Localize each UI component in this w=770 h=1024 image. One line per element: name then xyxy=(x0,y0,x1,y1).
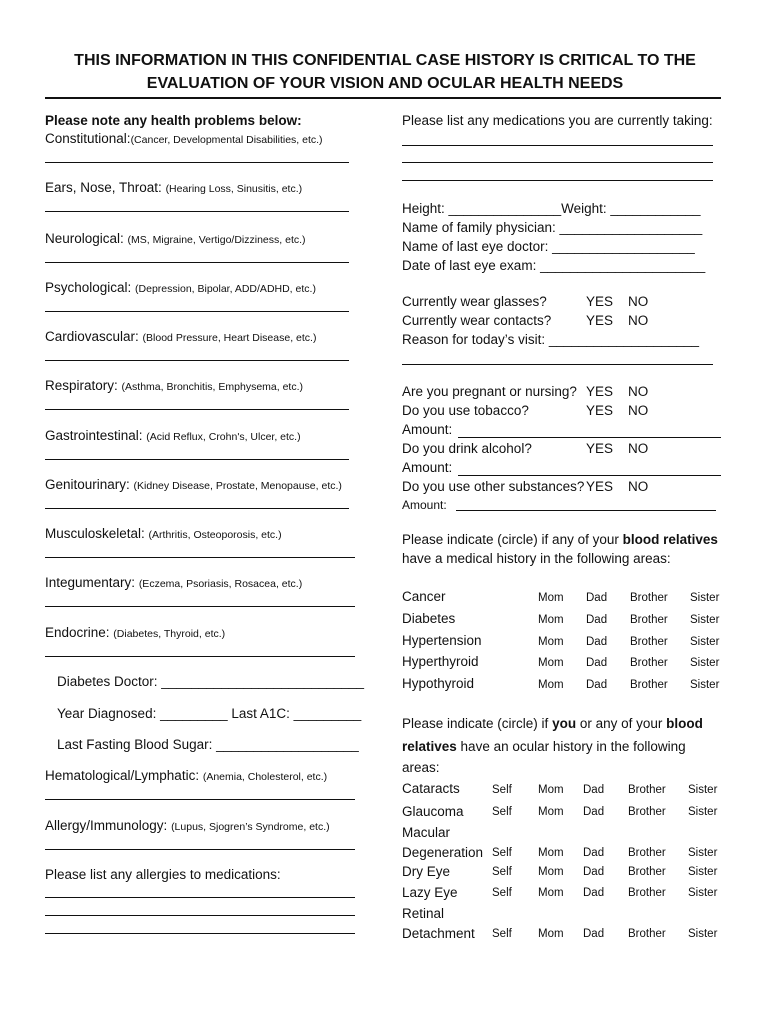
yes-option[interactable]: YES xyxy=(586,294,614,309)
blood-relatives-intro-2: have a medical history in the following areas: xyxy=(402,551,671,566)
blood-relatives-intro-1 xyxy=(402,532,718,548)
header-divider xyxy=(45,97,721,99)
system-label-3 xyxy=(45,280,316,297)
relative-option-mom[interactable]: Mom xyxy=(538,679,564,691)
ocular-option-dad[interactable]: Dad xyxy=(583,806,605,818)
form-title-line-2: EVALUATION OF YOUR VISION AND OCULAR HEALTH NEEDS xyxy=(146,75,624,92)
ocular-option-self[interactable]: Self xyxy=(492,784,512,796)
height-weight-field[interactable]: Height: _______________Weight: ____________ xyxy=(402,201,701,216)
ocular-intro-you: you xyxy=(552,716,577,731)
no-option[interactable]: NO xyxy=(628,479,649,494)
hematological-answer-line[interactable] xyxy=(45,799,355,800)
ocular-option-self[interactable]: Self xyxy=(492,847,512,859)
ocular-condition: Cataracts xyxy=(402,781,460,796)
relative-option-brother[interactable]: Brother xyxy=(630,657,668,669)
year-diagnosed-a1c-field[interactable]: Year Diagnosed: _________ Last A1C: _________ xyxy=(57,706,362,721)
diabetes-doctor-field[interactable]: Diabetes Doctor: ___________________________ xyxy=(57,674,365,689)
relative-option-brother[interactable]: Brother xyxy=(630,679,668,691)
ocular-option-self[interactable]: Self xyxy=(492,806,512,818)
system-hint: (Depression, Bipolar, ADD/ADHD, etc.) xyxy=(135,283,316,295)
system-answer-line[interactable] xyxy=(45,360,349,361)
last-eye-exam-field[interactable]: Date of last eye exam: ______________________ xyxy=(402,258,706,273)
system-answer-line[interactable] xyxy=(45,656,355,657)
system-label-7 xyxy=(45,477,342,494)
medications-line-1[interactable] xyxy=(402,145,713,146)
ocular-intro-1 xyxy=(402,716,703,732)
blood-intro-bold: blood relatives xyxy=(622,532,718,547)
system-label-1 xyxy=(45,180,302,197)
system-label-8 xyxy=(45,526,282,543)
ocular-option-brother[interactable]: Brother xyxy=(628,887,666,899)
relative-option-brother[interactable]: Brother xyxy=(630,592,668,604)
ocular-option-brother[interactable]: Brother xyxy=(628,866,666,878)
ocular-option-sister[interactable]: Sister xyxy=(688,806,718,818)
no-option[interactable]: NO xyxy=(628,294,649,309)
medical-condition: Hypothyroid xyxy=(402,676,475,691)
medical-condition: Cancer xyxy=(402,589,446,604)
ocular-condition: Dry Eye xyxy=(402,864,451,879)
allergy-label xyxy=(45,818,330,835)
ocular-option-brother[interactable]: Brother xyxy=(628,784,666,796)
relative-option-brother[interactable]: Brother xyxy=(630,636,668,648)
relative-option-sister[interactable]: Sister xyxy=(690,592,720,604)
system-hint: (Cancer, Developmental Disabilities, etc.) xyxy=(130,134,323,146)
relative-option-mom[interactable]: Mom xyxy=(538,614,564,626)
ocular-intro-2 xyxy=(402,739,686,755)
system-hint: (Blood Pressure, Heart Disease, etc.) xyxy=(142,332,317,344)
medical-condition: Diabetes xyxy=(402,611,456,626)
relative-option-dad[interactable]: Dad xyxy=(586,592,608,604)
ocular-option-mom[interactable]: Mom xyxy=(538,806,564,818)
system-answer-line[interactable] xyxy=(45,162,349,163)
medical-condition: Hypertension xyxy=(402,633,482,648)
family-physician-field[interactable]: Name of family physician: ___________________ xyxy=(402,220,703,235)
ocular-condition: Macular xyxy=(402,825,451,840)
system-label-6 xyxy=(45,428,301,445)
ocular-option-dad[interactable]: Dad xyxy=(583,847,605,859)
ocular-option-sister[interactable]: Sister xyxy=(688,928,718,940)
habit-question: Do you use tobacco? xyxy=(402,403,529,418)
allergy-answer-line[interactable] xyxy=(45,849,355,850)
medication-allergies-line-2[interactable] xyxy=(45,915,355,916)
system-answer-line[interactable] xyxy=(45,606,355,607)
relative-option-mom[interactable]: Mom xyxy=(538,636,564,648)
yes-option[interactable]: YES xyxy=(586,403,614,418)
relative-option-sister[interactable]: Sister xyxy=(690,679,720,691)
ocular-option-self[interactable]: Self xyxy=(492,928,512,940)
ocular-option-dad[interactable]: Dad xyxy=(583,784,605,796)
allergy-hint: (Lupus, Sjogren’s Syndrome, etc.) xyxy=(171,821,330,833)
reason-visit-line-2[interactable] xyxy=(402,364,713,365)
system-hint: (Kidney Disease, Prostate, Menopause, etc.) xyxy=(133,480,342,492)
system-name: Gastrointestinal: xyxy=(45,428,147,443)
ocular-intro-3: areas: xyxy=(402,760,440,775)
system-answer-line[interactable] xyxy=(45,311,349,312)
system-label-10 xyxy=(45,625,225,642)
yes-option[interactable]: YES xyxy=(586,441,614,456)
no-option[interactable]: NO xyxy=(628,441,649,456)
ocular-option-sister[interactable]: Sister xyxy=(688,847,718,859)
ocular-option-mom[interactable]: Mom xyxy=(538,928,564,940)
ocular-intro-relatives: relatives xyxy=(402,739,457,754)
medical-condition: Hyperthyroid xyxy=(402,654,479,669)
ocular-option-mom[interactable]: Mom xyxy=(538,784,564,796)
system-label-0 xyxy=(45,131,323,148)
system-label-4 xyxy=(45,329,316,346)
system-hint: (Asthma, Bronchitis, Emphysema, etc.) xyxy=(121,381,304,393)
relative-option-brother[interactable]: Brother xyxy=(630,614,668,626)
amount-label: Amount: xyxy=(402,422,453,437)
system-name: Musculoskeletal: xyxy=(45,526,149,541)
medication-allergies-line-3[interactable] xyxy=(45,933,355,934)
no-option[interactable]: NO xyxy=(628,384,649,399)
hematological-hint: (Anemia, Cholesterol, etc.) xyxy=(202,771,328,783)
ocular-option-brother[interactable]: Brother xyxy=(628,806,666,818)
system-label-2 xyxy=(45,231,306,248)
yes-option[interactable]: YES xyxy=(586,479,614,494)
ocular-option-sister[interactable]: Sister xyxy=(688,887,718,899)
hematological-name: Hematological/Lymphatic: xyxy=(45,768,203,783)
fasting-blood-sugar-field[interactable]: Last Fasting Blood Sugar: ___________________ xyxy=(57,737,359,752)
amount-label: Amount: xyxy=(402,460,453,475)
blood-intro-text: Please indicate (circle) if any of your xyxy=(402,532,623,547)
relative-option-mom[interactable]: Mom xyxy=(538,592,564,604)
system-hint: (Eczema, Psoriasis, Rosacea, etc.) xyxy=(138,578,303,590)
hematological-label xyxy=(45,768,327,785)
system-name: Cardiovascular: xyxy=(45,329,143,344)
ocular-condition-cont: Degeneration xyxy=(402,845,484,860)
medications-line-2[interactable] xyxy=(402,162,713,163)
system-name: Integumentary: xyxy=(45,575,139,590)
ocular-option-sister[interactable]: Sister xyxy=(688,866,718,878)
last-eye-doctor-field[interactable]: Name of last eye doctor: ___________________ xyxy=(402,239,695,254)
system-name: Endocrine: xyxy=(45,625,114,640)
system-label-5 xyxy=(45,378,303,395)
system-name: Respiratory: xyxy=(45,378,122,393)
ocular-intro-blood: blood xyxy=(666,716,703,731)
ocular-condition: Retinal xyxy=(402,906,445,921)
system-hint: (Diabetes, Thyroid, etc.) xyxy=(113,628,226,640)
system-name: Psychological: xyxy=(45,280,136,295)
ocular-option-dad[interactable]: Dad xyxy=(583,928,605,940)
ocular-intro-text-2b: have an ocular history in the following xyxy=(456,739,686,754)
amount-line[interactable] xyxy=(456,510,716,511)
ocular-option-dad[interactable]: Dad xyxy=(583,866,605,878)
no-option[interactable]: NO xyxy=(628,403,649,418)
medications-line-3[interactable] xyxy=(402,180,713,181)
relative-option-sister[interactable]: Sister xyxy=(690,614,720,626)
ocular-option-sister[interactable]: Sister xyxy=(688,784,718,796)
amount-label: Amount: xyxy=(402,498,447,512)
amount-line[interactable] xyxy=(458,437,721,438)
amount-line[interactable] xyxy=(458,475,721,476)
ocular-option-self[interactable]: Self xyxy=(492,866,512,878)
system-name: Ears, Nose, Throat: xyxy=(45,180,166,195)
system-name: Constitutional: xyxy=(45,131,131,146)
form-title-line-1: THIS INFORMATION IN THIS CONFIDENTIAL CASE HISTORY IS CRITICAL TO THE xyxy=(74,52,696,69)
relative-option-dad[interactable]: Dad xyxy=(586,614,608,626)
relative-option-sister[interactable]: Sister xyxy=(690,657,720,669)
medications-label: Please list any medications you are currently taking: xyxy=(402,113,713,128)
yn-question: Currently wear contacts? xyxy=(402,313,552,328)
system-answer-line[interactable] xyxy=(45,211,349,212)
relative-option-mom[interactable]: Mom xyxy=(538,657,564,669)
system-hint: (MS, Migraine, Vertigo/Dizziness, etc.) xyxy=(127,234,306,246)
allergy-name: Allergy/Immunology: xyxy=(45,818,172,833)
ocular-option-brother[interactable]: Brother xyxy=(628,847,666,859)
medication-allergies-label: Please list any allergies to medications: xyxy=(45,867,281,882)
system-hint: (Arthritis, Osteoporosis, etc.) xyxy=(148,529,282,541)
system-answer-line[interactable] xyxy=(45,409,349,410)
relative-option-dad[interactable]: Dad xyxy=(586,657,608,669)
ocular-option-self[interactable]: Self xyxy=(492,887,512,899)
no-option[interactable]: NO xyxy=(628,313,649,328)
ocular-condition: Glaucoma xyxy=(402,804,464,819)
system-name: Genitourinary: xyxy=(45,477,134,492)
ocular-option-mom[interactable]: Mom xyxy=(538,847,564,859)
reason-visit-field[interactable]: Reason for today’s visit: ____________________ xyxy=(402,332,699,347)
system-answer-line[interactable] xyxy=(45,508,349,509)
relative-option-dad[interactable]: Dad xyxy=(586,679,608,691)
ocular-option-mom[interactable]: Mom xyxy=(538,887,564,899)
relative-option-dad[interactable]: Dad xyxy=(586,636,608,648)
yn-question: Currently wear glasses? xyxy=(402,294,547,309)
system-answer-line[interactable] xyxy=(45,262,349,263)
system-name: Neurological: xyxy=(45,231,128,246)
ocular-option-brother[interactable]: Brother xyxy=(628,928,666,940)
ocular-option-dad[interactable]: Dad xyxy=(583,887,605,899)
system-hint: (Hearing Loss, Sinusitis, etc.) xyxy=(165,183,303,195)
system-answer-line[interactable] xyxy=(45,459,349,460)
habit-question: Are you pregnant or nursing? xyxy=(402,384,577,399)
relative-option-sister[interactable]: Sister xyxy=(690,636,720,648)
ocular-condition: Lazy Eye xyxy=(402,885,458,900)
system-answer-line[interactable] xyxy=(45,557,355,558)
yes-option[interactable]: YES xyxy=(586,384,614,399)
system-hint: (Acid Reflux, Crohn's, Ulcer, etc.) xyxy=(146,431,301,443)
ocular-condition-cont: Detachment xyxy=(402,926,475,941)
yes-option[interactable]: YES xyxy=(586,313,614,328)
habit-question: Do you use other substances? xyxy=(402,479,585,494)
health-problems-heading: Please note any health problems below: xyxy=(45,113,302,128)
ocular-intro-text-c: or any of your xyxy=(576,716,667,731)
system-label-9 xyxy=(45,575,302,592)
ocular-option-mom[interactable]: Mom xyxy=(538,866,564,878)
habit-question: Do you drink alcohol? xyxy=(402,441,532,456)
ocular-intro-text-a: Please indicate (circle) if xyxy=(402,716,553,731)
medication-allergies-line-1[interactable] xyxy=(45,897,355,898)
